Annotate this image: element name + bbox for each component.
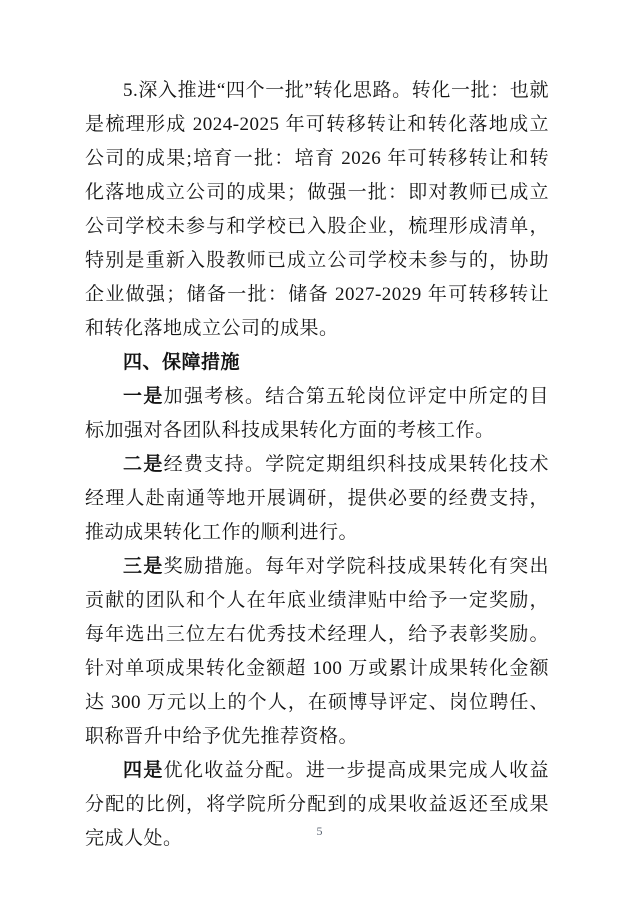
- page-number: 5: [316, 824, 323, 838]
- text-run: 加强考核。结合第五轮岗位评定中所定的目标加强对各团队科技成果转化方面的考核工作。: [85, 386, 549, 441]
- paragraph-measure-4-income-distribution: [85, 754, 549, 856]
- text-run-lead: 四是: [123, 760, 164, 781]
- text-run-lead: 一是: [123, 386, 164, 407]
- text-run: 经费支持。学院定期组织科技成果转化技术经理人赴南通等地开展调研，提供必要的经费支持，推动成果转化工作的顺利进行。: [85, 454, 549, 543]
- paragraph-measure-2-funding: [85, 448, 549, 550]
- paragraph-measure-1-assessment: [85, 380, 549, 448]
- paragraph-four-batches-approach: [85, 74, 549, 346]
- text-run: 四、保障措施: [123, 352, 241, 373]
- page-footer: [0, 822, 639, 840]
- text-run: 5.深入推进“四个一批”转化思路。转化一批：也就是梳理形成 2024-2025 年可转移转让和转化落地成立公司的成果;培育一批：培育 2026 年可转移转让和转化落地成立公司的成果；做强一批：即对教师已成立公司学校未参与和学校已入股企业，梳理形成清单，特别是重新入股教师已成立公司学校未参与的，协助企业做强；储备一批：储备 2027-2029 年可转移转让和转化落地成立公司的成果。: [85, 80, 549, 339]
- document-body: [85, 74, 549, 856]
- text-run: 奖励措施。每年对学院科技成果转化有突出贡献的团队和个人在年底业绩津贴中给予一定奖励，每年选出三位左右优秀技术经理人，给予表彰奖励。针对单项成果转化金额超 100 万或累计成果转化金额达 300 万元以上的个人，在硕博导评定、岗位聘任、职称晋升中给予优先推荐资格。: [85, 556, 549, 747]
- text-run-lead: 二是: [123, 454, 164, 475]
- text-run: 优化收益分配。进一步提高成果完成人收益分配的比例，将学院所分配到的成果收益返还至成果完成人处。: [85, 760, 549, 849]
- text-run-lead: 三是: [123, 556, 164, 577]
- section-heading-safeguard-measures: [85, 346, 549, 380]
- paragraph-measure-3-rewards: [85, 550, 549, 754]
